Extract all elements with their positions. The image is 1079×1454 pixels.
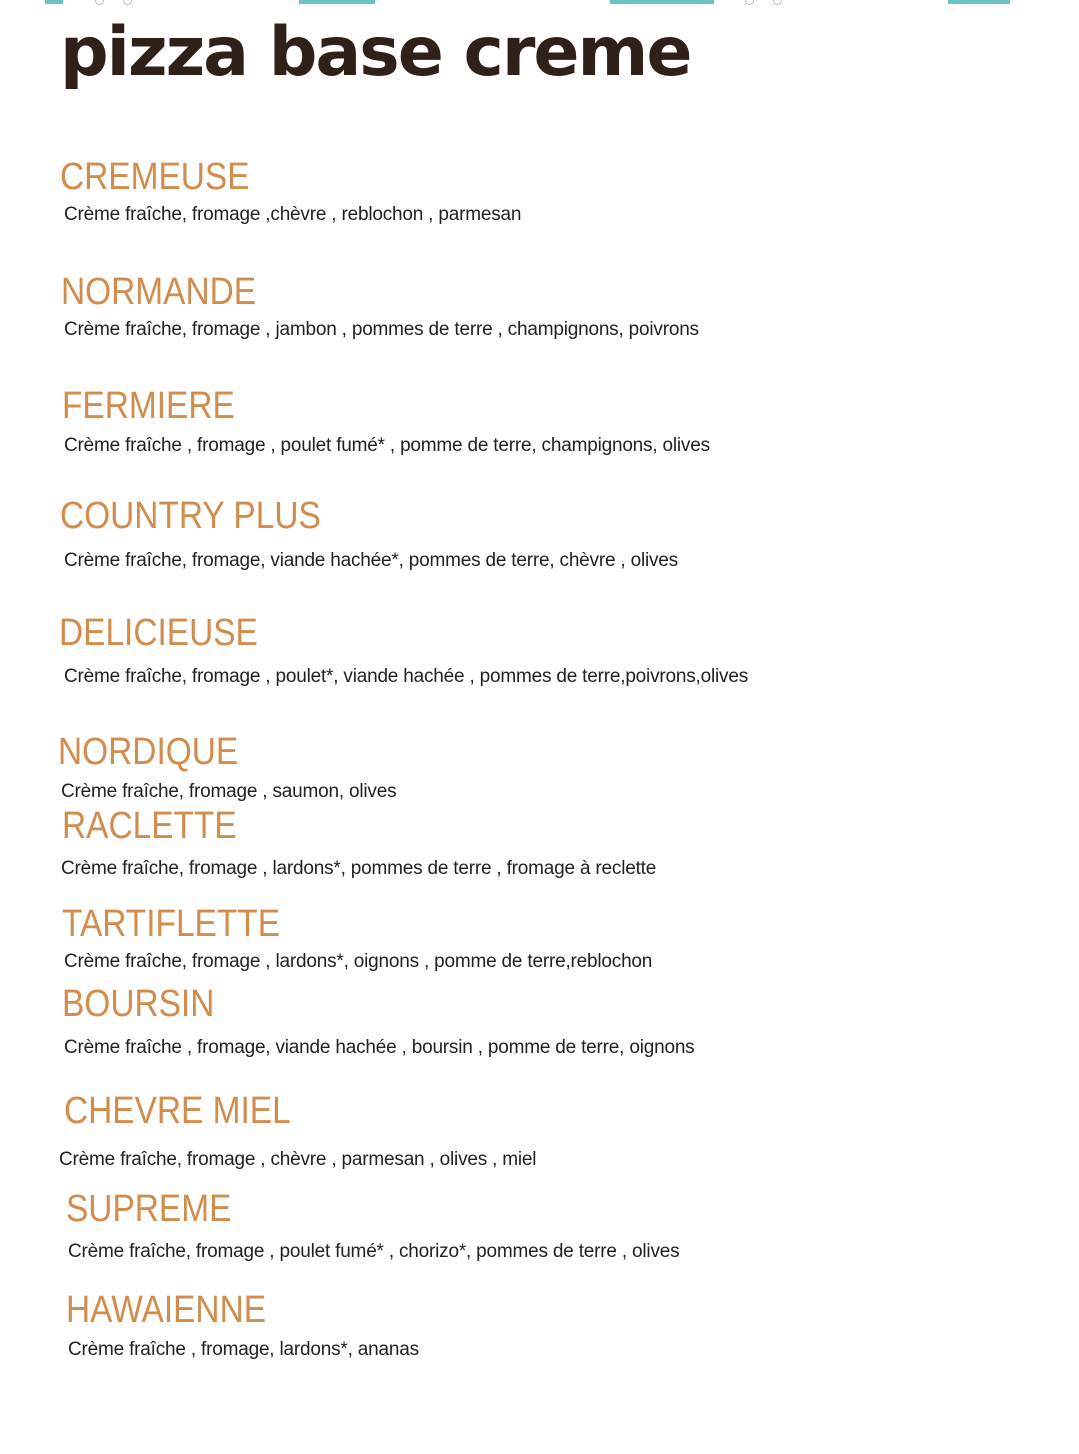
pizza-name: NORDIQUE bbox=[58, 731, 239, 773]
pizza-ingredients: Crème fraîche , fromage , poulet fumé* , pomme de terre, champignons, olives bbox=[64, 435, 710, 456]
pizza-ingredients: Crème fraîche, fromage, viande hachée*, pommes de terre, chèvre , olives bbox=[64, 550, 678, 571]
pizza-name: FERMIERE bbox=[62, 385, 235, 427]
pizza-ingredients: Crème fraîche, fromage , poulet*, viande hachée , pommes de terre,poivrons,olives bbox=[64, 666, 748, 687]
top-accent-bar bbox=[948, 0, 1010, 4]
pizza-ingredients: Crème fraîche, fromage ,chèvre , reblochon , parmesan bbox=[64, 204, 522, 225]
pizza-name: CHEVRE MIEL bbox=[64, 1090, 291, 1132]
pizza-ingredients: Crème fraîche, fromage , lardons*, oignons , pomme de terre,reblochon bbox=[64, 951, 653, 972]
pizza-name: COUNTRY PLUS bbox=[60, 495, 321, 537]
pizza-ingredients: Crème fraîche, fromage , jambon , pommes de terre , champignons, poivrons bbox=[64, 319, 699, 340]
decorative-dot bbox=[123, 0, 132, 5]
decorative-dot bbox=[745, 0, 754, 5]
pizza-ingredients: Crème fraîche , fromage, lardons*, ananas bbox=[68, 1339, 419, 1360]
pizza-name: SUPREME bbox=[66, 1188, 232, 1230]
pizza-name: DELICIEUSE bbox=[59, 612, 258, 654]
pizza-ingredients: Crème fraîche , fromage, viande hachée , boursin , pomme de terre, oignons bbox=[64, 1037, 695, 1058]
top-accent-bar bbox=[299, 0, 375, 4]
pizza-ingredients: Crème fraîche, fromage , saumon, olives bbox=[61, 781, 397, 802]
pizza-name: TARTIFLETTE bbox=[62, 903, 281, 945]
pizza-ingredients: Crème fraîche, fromage , lardons*, pommes de terre , fromage à reclette bbox=[61, 858, 657, 879]
pizza-name: RACLETTE bbox=[62, 805, 237, 847]
decorative-dot bbox=[773, 0, 782, 5]
pizza-name: CREMEUSE bbox=[60, 156, 250, 198]
top-accent-bar bbox=[610, 0, 714, 4]
decorative-dot bbox=[95, 0, 104, 5]
pizza-name: BOURSIN bbox=[62, 983, 215, 1025]
pizza-name: NORMANDE bbox=[61, 271, 257, 313]
top-accent-bar bbox=[45, 0, 63, 4]
pizza-ingredients: Crème fraîche, fromage , chèvre , parmesan , olives , miel bbox=[59, 1149, 537, 1170]
pizza-name: HAWAIENNE bbox=[66, 1289, 267, 1331]
page-title: pizza base creme bbox=[60, 13, 691, 92]
pizza-ingredients: Crème fraîche, fromage , poulet fumé* , chorizo*, pommes de terre , olives bbox=[68, 1241, 680, 1262]
